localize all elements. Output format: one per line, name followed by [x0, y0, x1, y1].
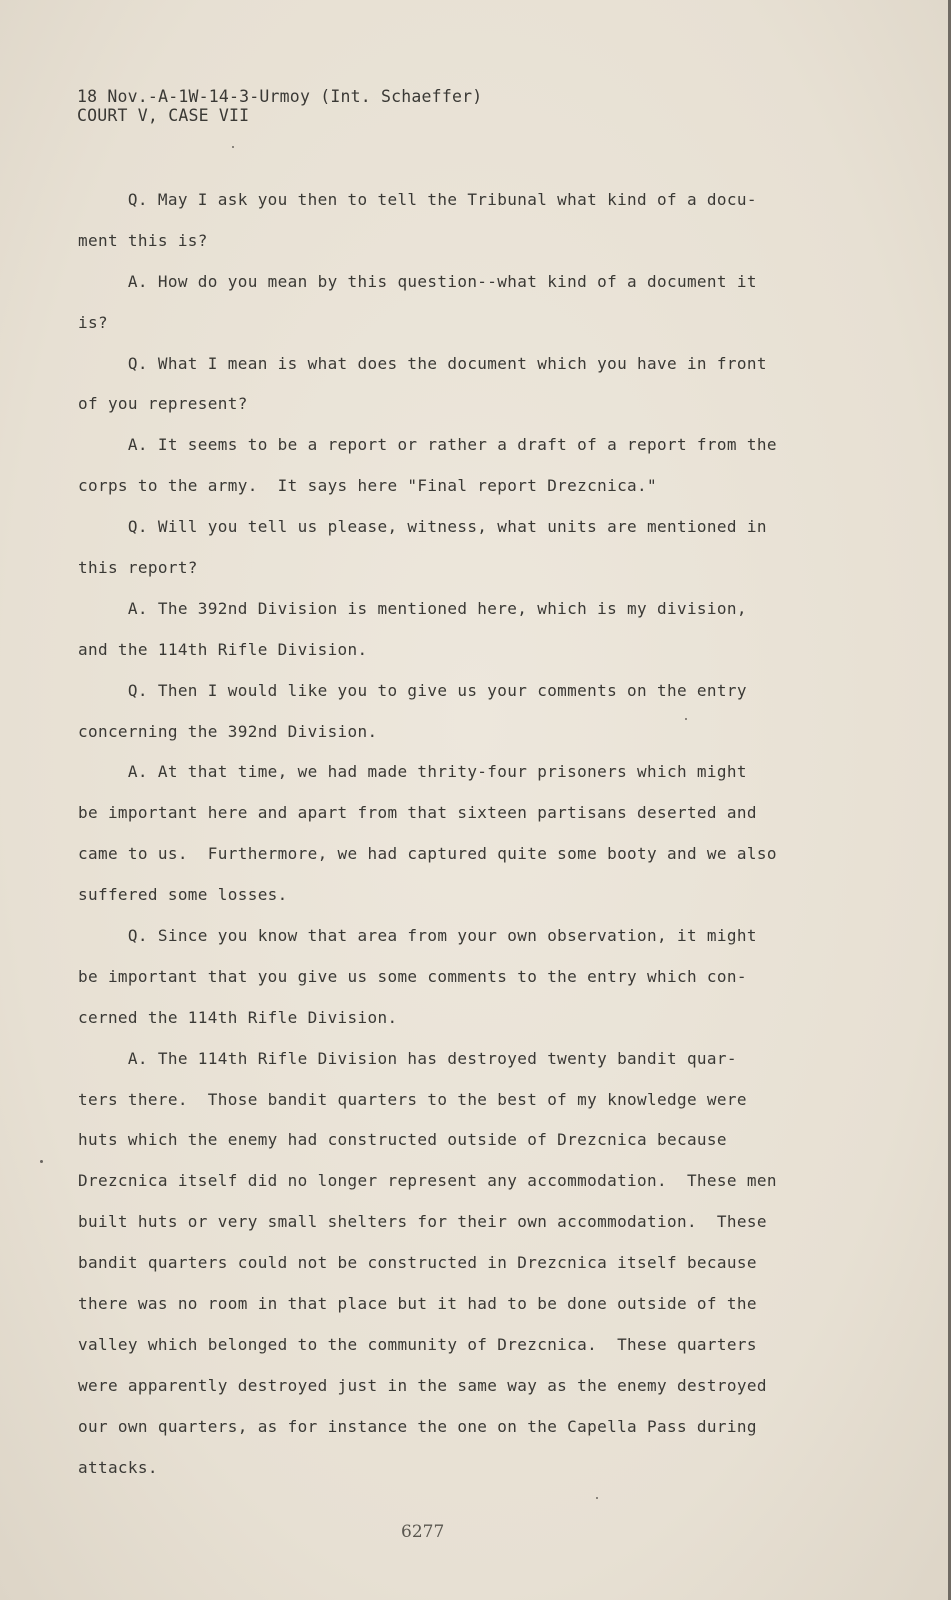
transcript-line: corps to the army. It says here "Final report Drezcnica.": [78, 476, 658, 496]
transcript-body: [78, 180, 806, 1489]
transcript-line: Q. Will you tell us please, witness, what units are mentioned in: [78, 517, 767, 537]
transcript-line: Q. Then I would like you to give us your comments on the entry: [78, 680, 747, 700]
transcript-line: and the 114th Rifle Division.: [78, 639, 368, 659]
transcript-line: A. The 114th Rifle Division has destroyed twenty bandit quar-: [78, 1048, 737, 1068]
transcript-line: be important that you give us some comments to the entry which con-: [78, 966, 747, 986]
transcript-line: suffered some losses.: [78, 885, 288, 905]
transcript-line: attacks.: [78, 1457, 158, 1477]
transcript-paragraph: [78, 180, 806, 262]
transcript-paragraph: [78, 671, 806, 753]
transcript-paragraph: [78, 752, 806, 916]
header-court-case: COURT V, CASE VII: [77, 106, 250, 125]
transcript-line: Q. What I mean is what does the document which you have in front: [78, 353, 767, 373]
transcript-line: Drezcnica itself did no longer represent any accommodation. These men: [78, 1171, 777, 1191]
transcript-line: Q. May I ask you then to tell the Tribunal what kind of a docu-: [78, 190, 757, 209]
transcript-paragraph: [78, 589, 806, 671]
transcript-line: valley which belonged to the community of Drezcnica. These quarters: [78, 1334, 757, 1354]
transcript-paragraph: [78, 507, 806, 589]
paper-speck: [596, 1497, 598, 1499]
transcript-paragraph: [78, 344, 806, 426]
transcript-line: be important here and apart from that sixteen partisans deserted and: [78, 803, 757, 823]
transcript-line: A. At that time, we had made thrity-four prisoners which might: [78, 762, 747, 782]
transcript-paragraph: [78, 1039, 806, 1489]
transcript-paragraph: [78, 916, 806, 1039]
transcript-line: huts which the enemy had constructed outside of Drezcnica because: [78, 1130, 727, 1150]
transcript-line: of you represent?: [78, 394, 248, 414]
transcript-line: our own quarters, as for instance the one on the Capella Pass during: [78, 1416, 757, 1436]
transcript-line: were apparently destroyed just in the same way as the enemy destroyed: [78, 1375, 767, 1395]
transcript-paragraph: [78, 262, 806, 344]
transcript-line: this report?: [78, 558, 198, 578]
transcript-line: ters there. Those bandit quarters to the best of my knowledge were: [78, 1089, 747, 1109]
paper-speck: [232, 146, 234, 148]
paper-speck: [40, 1160, 43, 1163]
header-case-reference: 18 Nov.-A-1W-14-3-Urmoy (Int. Schaeffer): [77, 87, 483, 106]
transcript-line: built huts or very small shelters for their own accommodation. These: [78, 1212, 767, 1232]
transcript-line: bandit quarters could not be constructed in Drezcnica itself because: [78, 1253, 757, 1273]
transcript-line: came to us. Furthermore, we had captured quite some booty and we also: [78, 844, 777, 864]
transcript-line: cerned the 114th Rifle Division.: [78, 1007, 398, 1027]
transcript-line: there was no room in that place but it had to be done outside of the: [78, 1294, 757, 1314]
transcript-paragraph: [78, 425, 806, 507]
page-number: 6277: [401, 1522, 445, 1542]
transcript-line: A. It seems to be a report or rather a draft of a report from the: [78, 435, 777, 455]
transcript-line: Q. Since you know that area from your own observation, it might: [78, 926, 757, 946]
paper-speck: [685, 718, 687, 720]
transcript-line: ment this is?: [78, 230, 208, 250]
document-header: [77, 87, 482, 125]
transcript-line: concerning the 392nd Division.: [78, 721, 378, 741]
transcript-line: A. How do you mean by this question--what kind of a document it: [78, 271, 757, 291]
transcript-line: is?: [78, 312, 108, 332]
transcript-line: A. The 392nd Division is mentioned here, which is my division,: [78, 598, 747, 618]
